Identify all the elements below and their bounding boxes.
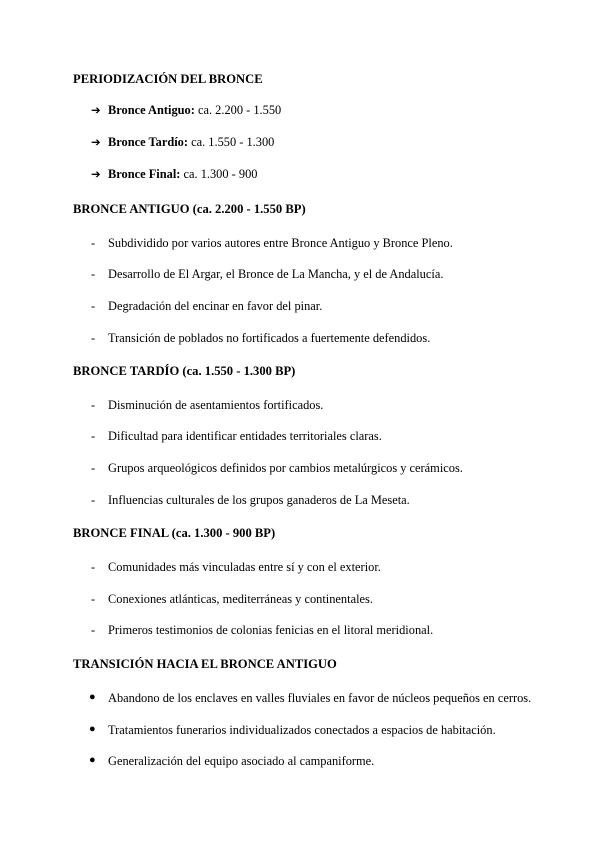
list-item: - Subdividido por varios autores entre Bronce Antiguo y Bronce Pleno.	[91, 236, 453, 250]
list-item: - Influencias culturales de los grupos ganaderos de La Meseta.	[91, 493, 410, 507]
dash-marker: -	[91, 331, 96, 345]
list-item: - Comunidades más vinculadas entre sí y con el exterior.	[91, 560, 381, 574]
transicion-heading: TRANSICIÓN HACIA EL BRONCE ANTIGUO	[73, 657, 337, 671]
list-item: ● Tratamientos funerarios individualizados conectados a espacios de habitación.	[89, 723, 496, 737]
dash-marker: -	[91, 592, 96, 606]
periodization-heading: PERIODIZACIÓN DEL BRONCE	[73, 72, 263, 86]
dash-marker: -	[91, 429, 96, 443]
list-item: - Conexiones atlánticas, mediterráneas y continentales.	[91, 592, 373, 606]
period-label: Bronce Tardío:	[108, 135, 188, 149]
list-item: - Transición de poblados no fortificados a fuertemente defendidos.	[91, 331, 431, 345]
arrow-icon: ➔	[91, 135, 101, 149]
list-item: - Disminución de asentamientos fortificados.	[91, 398, 324, 412]
bullet-icon: ●	[89, 754, 96, 766]
dash-marker: -	[91, 461, 96, 475]
list-item: - Primeros testimonios de colonias fenicias en el litoral meridional.	[91, 623, 434, 637]
dash-marker: -	[91, 398, 96, 412]
dash-marker: -	[91, 493, 96, 507]
list-item: ● Abandono de los enclaves en valles fluviales en favor de núcleos pequeños en cerros.	[89, 691, 532, 705]
list-item	[0, 103, 600, 119]
dash-marker: -	[91, 299, 96, 313]
bullet-icon: ●	[89, 723, 96, 735]
period-label: Bronce Final:	[108, 167, 181, 181]
dash-marker: -	[91, 560, 96, 574]
period-value: ca. 2.200 - 1.550	[197, 103, 282, 117]
dash-marker: -	[91, 236, 96, 250]
list-item	[0, 167, 600, 183]
arrow-icon: ➔	[91, 103, 101, 117]
dash-marker: -	[91, 623, 96, 637]
list-item: - Degradación del encinar en favor del pinar.	[91, 299, 323, 313]
tardio-heading: BRONCE TARDÍO (ca. 1.550 - 1.300 BP)	[73, 364, 296, 378]
arrow-icon: ➔	[91, 167, 101, 181]
bullet-icon: ●	[89, 691, 96, 703]
list-item: ● Generalización del equipo asociado al campaniforme.	[89, 754, 375, 768]
list-item	[0, 135, 600, 151]
dash-marker: -	[91, 267, 96, 281]
antiguo-heading: BRONCE ANTIGUO (ca. 2.200 - 1.550 BP)	[73, 202, 306, 216]
list-item: - Dificultad para identificar entidades territoriales claras.	[91, 429, 382, 443]
final-heading: BRONCE FINAL (ca. 1.300 - 900 BP)	[73, 526, 276, 540]
period-value: ca. 1.550 - 1.300	[191, 135, 275, 149]
period-label: Bronce Antiguo:	[108, 103, 195, 117]
period-value: ca. 1.300 - 900	[183, 167, 258, 181]
list-item: - Desarrollo de El Argar, el Bronce de La Mancha, y el de Andalucía.	[91, 267, 444, 281]
list-item: - Grupos arqueológicos definidos por cambios metalúrgicos y cerámicos.	[91, 461, 463, 475]
